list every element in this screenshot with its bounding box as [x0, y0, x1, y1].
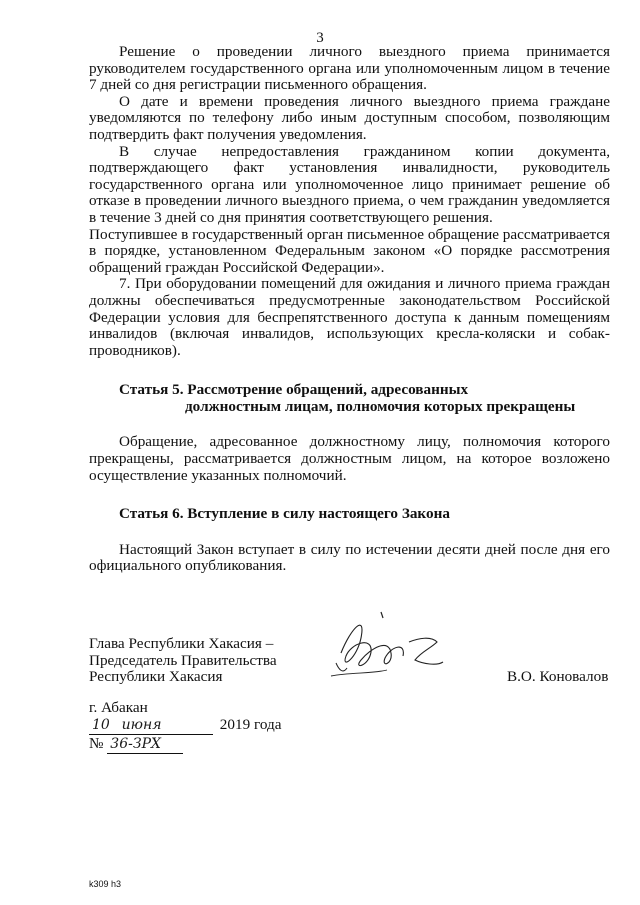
signatory-name: В.О. Коновалов [507, 668, 609, 685]
page-number: 3 [316, 30, 324, 46]
article-5-title-line1: Статья 5. Рассмотрение обращений, адресованных [119, 381, 469, 399]
signatory-title-line1: Глава Республики Хакасия – [89, 635, 274, 652]
number-field [107, 736, 183, 754]
handwritten-signature [311, 608, 461, 698]
date-handwritten-field [89, 717, 213, 735]
number-line [89, 736, 183, 754]
date-day: 10 [92, 717, 110, 733]
date-line [89, 717, 281, 735]
paragraph: В случае непредоставления гражданином копии документа, подтверждающего факт установления инвалидности, руководитель государственного органа или уполномоченное лицо принимает решение об отказе в проведении личного выездного приема, о чем гражданин уведомляется в течение 3 дней со дня принятия соответствующего решения. [89, 142, 610, 226]
paragraph: Решение о проведении личного выездного приема принимается руководителем государственного органа или уполномоченным лицом в течение 7 дней со дня регистрации письменного обращения. [89, 43, 610, 94]
article-6-text: Настоящий Закон вступает в силу по истечении десяти дней после дня его официального опубликования. [89, 540, 610, 575]
number-prefix: № [89, 735, 104, 752]
place: г. Абакан [89, 699, 148, 716]
footer-code: k309 h3 [89, 879, 122, 889]
article-6-title: Статья 6. Вступление в силу настоящего Закона [119, 505, 450, 523]
date-month: июня [121, 717, 162, 733]
document-body [89, 44, 610, 575]
article-5-title-line2: должностным лицам, полномочия которых прекращены [185, 397, 576, 415]
signatory-title-line3: Республики Хакасия [89, 668, 223, 686]
article-5-title [89, 382, 610, 415]
article-5-text: Обращение, адресованное должностному лицу, полномочия которого прекращены, рассматривается должностным лицом, на которое возложено осуществление указанных полномочий. [89, 433, 610, 484]
paragraph: О дате и времени проведения личного выездного приема граждане уведомляются по телефону либо иным доступным способом, позволяющим подтвердить факт получения уведомления. [89, 92, 610, 143]
date-year: 2019 года [219, 716, 282, 733]
signature-block [89, 636, 619, 686]
signatory-title-line2: Председатель Правительства [89, 651, 277, 669]
paragraph: Поступившее в государственный орган письменное обращение рассматривается в порядке, установленном Федеральным законом «О порядке рассмотрения обращений граждан Российской Федерации». [89, 225, 610, 276]
paragraph: 7. При оборудовании помещений для ожидания и личного приема граждан должны обеспечиваться предусмотренные законодательством Российской Федерации условия для беспрепятственного доступа к данным помещениям инвалидов (включая инвалидов, использующих кресла-коляски и собак-проводников). [89, 275, 610, 359]
number-value: 36-ЗРХ [110, 736, 161, 752]
